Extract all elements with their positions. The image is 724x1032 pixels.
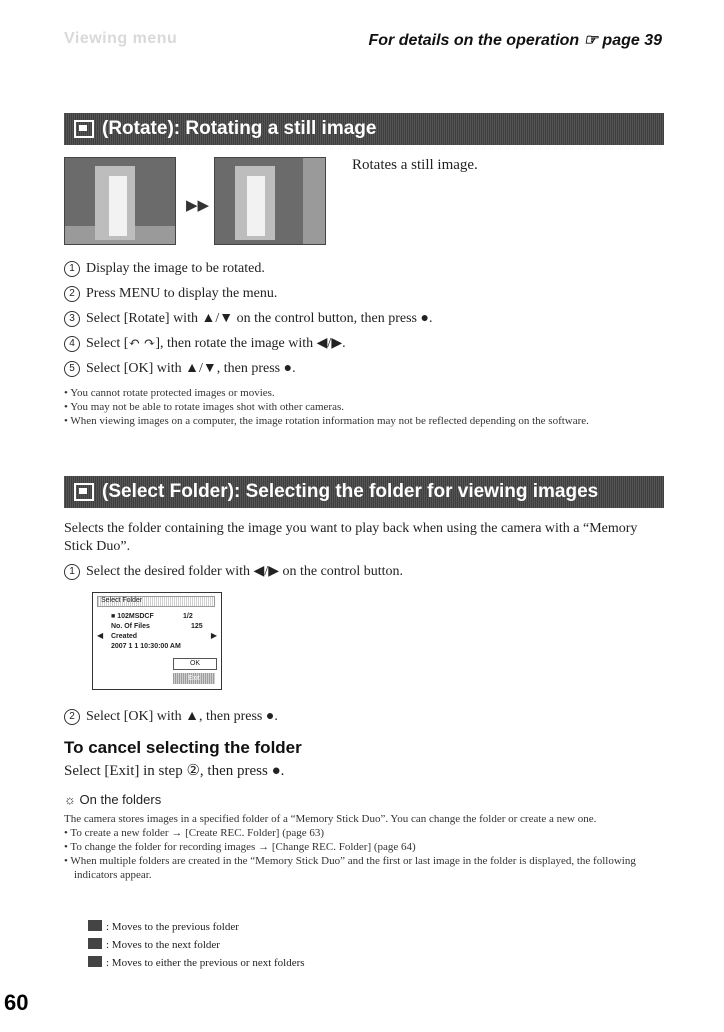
- indicator-either: : Moves to either the previous or next folders: [88, 956, 305, 970]
- indicator-next: : Moves to the next folder: [88, 938, 220, 952]
- after-thumbnail: [214, 157, 326, 245]
- before-thumbnail: [64, 157, 176, 245]
- rotate-banner: [64, 113, 664, 145]
- rotate-icon: [74, 120, 94, 138]
- folder-step-1: 1 Select the desired folder with ◀/▶ on the control button.: [64, 563, 403, 581]
- folder-icon: [74, 483, 94, 501]
- folder-description: Selects the folder containing the image you want to play back when using the camera with a “Memory Stick Duo”.: [64, 521, 638, 554]
- cancel-heading: To cancel selecting the folder: [64, 738, 302, 757]
- rotate-notes: • You cannot rotate protected images or movies. • You may not be able to rotate images shot with other cameras. • When viewing images on a computer, the image rotation information may not be reflected depending on the software.: [64, 387, 589, 427]
- folder-step-2: 2 Select [OK] with ▲, then press ●.: [64, 708, 278, 726]
- previous-folder-icon: [88, 920, 102, 931]
- rotate-banner-text: (Rotate): Rotating a still image: [102, 118, 377, 139]
- arrow-right-icon: ▶▶: [186, 198, 210, 214]
- tip-icon: ☼: [64, 792, 76, 807]
- info-text: The camera stores images in a specified folder of a “Memory Stick Duo”. You can change the folder or create a new one. • To create a new folder → [Create REC. Folder] (page 63) • To change the folder for recording images → [Change REC. Folder] (page 64) • When multiple folders are created in the “Memory Stick Duo” and the first or last image in the folder is displayed, the following indicators appear.: [64, 813, 636, 881]
- folder-banner-text: (Select Folder): Selecting the folder for viewing images: [102, 481, 599, 502]
- screen-created-value: 2007 1 1 10:30:00 AM: [111, 643, 181, 650]
- rotate-description: Rotates a still image.: [352, 157, 478, 173]
- right-arrow-icon: ▶: [210, 631, 217, 640]
- rotate-step-2: 2 Press MENU to display the menu.: [64, 285, 277, 303]
- rotate-step-5: 5 Select [OK] with ▲/▼, then press ●.: [64, 360, 296, 378]
- either-folder-icon: [88, 956, 102, 967]
- rotate-step-4: 4 Select [↶ ↷], then rotate the image with ◀/▶.: [64, 335, 346, 353]
- section-title: Viewing menu: [64, 30, 178, 47]
- screen-ok-button: OK: [173, 658, 217, 670]
- page-reference: For details on the operation ☞ page 39: [368, 32, 662, 49]
- screen-title: Select Folder: [97, 596, 215, 607]
- cancel-text: Select [Exit] in step ②, then press ●.: [64, 763, 285, 779]
- page-number: 60: [4, 990, 29, 1015]
- left-arrow-icon: ◀: [97, 631, 104, 640]
- rotate-step-1: 1 Display the image to be rotated.: [64, 260, 265, 278]
- screen-folder: ■ 102MSDCF 1/2: [111, 613, 193, 620]
- rotate-step-3: 3 Select [Rotate] with ▲/▼ on the control button, then press ●.: [64, 310, 432, 328]
- screen-created-label: Created: [111, 633, 138, 640]
- folder-banner: [64, 476, 664, 508]
- indicator-previous: : Moves to the previous folder: [88, 920, 239, 934]
- screen-exit-button: Exit: [173, 673, 215, 684]
- screen-files: No. Of Files 125: [111, 623, 203, 630]
- next-folder-icon: [88, 938, 102, 949]
- camera-screen: [92, 592, 222, 690]
- info-heading: ☼ On the folders: [64, 792, 162, 807]
